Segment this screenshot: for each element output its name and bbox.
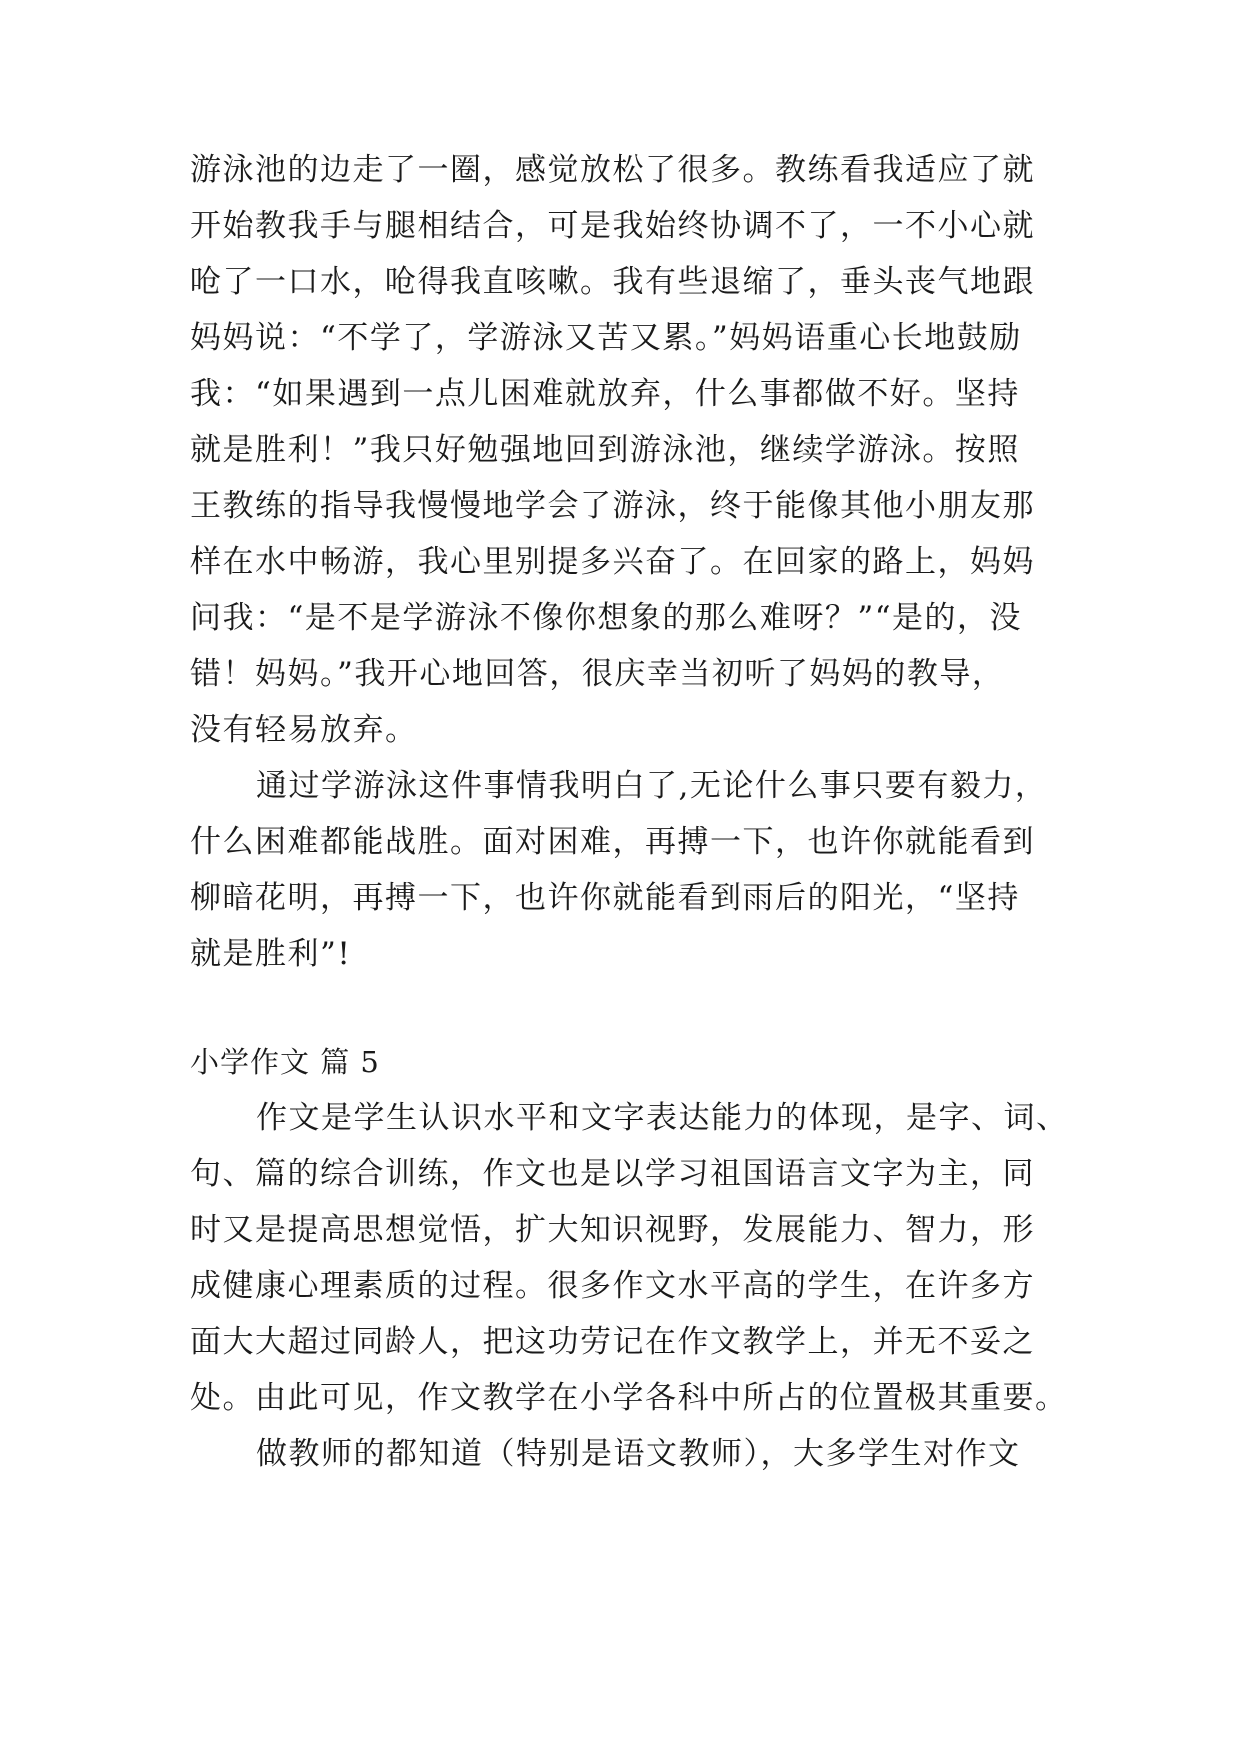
text-line: 成健康心理素质的过程。很多作文水平高的学生，在许多方 bbox=[190, 1268, 1035, 1304]
text-line: 游泳池的边走了一圈，感觉放松了很多。教练看我适应了就 bbox=[190, 152, 1035, 188]
text-line: 呛了一口水，呛得我直咳嗽。我有些退缩了，垂头丧气地跟 bbox=[190, 264, 1035, 300]
text-line: 通过学游泳这件事情我明白了,无论什么事只要有毅力， bbox=[256, 768, 1048, 804]
text-line: 问我：“是不是学游泳不像你想象的那么难呀？”“是的，没 bbox=[190, 600, 1023, 636]
text-line: 没有轻易放弃。 bbox=[190, 712, 418, 748]
text-line: 面大大超过同龄人，把这功劳记在作文教学上，并无不妥之 bbox=[190, 1324, 1035, 1360]
text-line: 就是胜利”! bbox=[190, 936, 352, 972]
text-line: 什么困难都能战胜。面对困难，再搏一下，也许你就能看到 bbox=[190, 824, 1035, 860]
text-line: 就是胜利！”我只好勉强地回到游泳池，继续学游泳。按照 bbox=[190, 432, 1020, 468]
text-line: 柳暗花明，再搏一下，也许你就能看到雨后的阳光，“坚持 bbox=[190, 880, 1020, 916]
text-line: 作文是学生认识水平和文字表达能力的体现，是字、词、 bbox=[256, 1100, 1069, 1136]
text-line: 开始教我手与腿相结合，可是我始终协调不了，一不小心就 bbox=[190, 208, 1035, 244]
text-line: 句、篇的综合训练，作文也是以学习祖国语言文字为主，同 bbox=[190, 1156, 1035, 1192]
text-line: 做教师的都知道（特别是语文教师），大多学生对作文 bbox=[256, 1436, 1021, 1472]
text-line: 时又是提高思想觉悟，扩大知识视野，发展能力、智力，形 bbox=[190, 1212, 1035, 1248]
text-line: 我：“如果遇到一点儿困难就放弃，什么事都做不好。坚持 bbox=[190, 376, 1020, 412]
text-line: 王教练的指导我慢慢地学会了游泳，终于能像其他小朋友那 bbox=[190, 488, 1035, 524]
text-line: 妈妈说：“不学了，学游泳又苦又累。”妈妈语重心长地鼓励 bbox=[190, 320, 1022, 356]
text-line: 样在水中畅游，我心里别提多兴奋了。在回家的路上，妈妈 bbox=[190, 544, 1035, 580]
text-line: 错！妈妈。”我开心地回答，很庆幸当初听了妈妈的教导， bbox=[190, 656, 1005, 692]
text-line: 处。由此可见，作文教学在小学各科中所占的位置极其重要。 bbox=[190, 1380, 1068, 1416]
section-heading: 小学作文 篇 5 bbox=[190, 1045, 380, 1079]
